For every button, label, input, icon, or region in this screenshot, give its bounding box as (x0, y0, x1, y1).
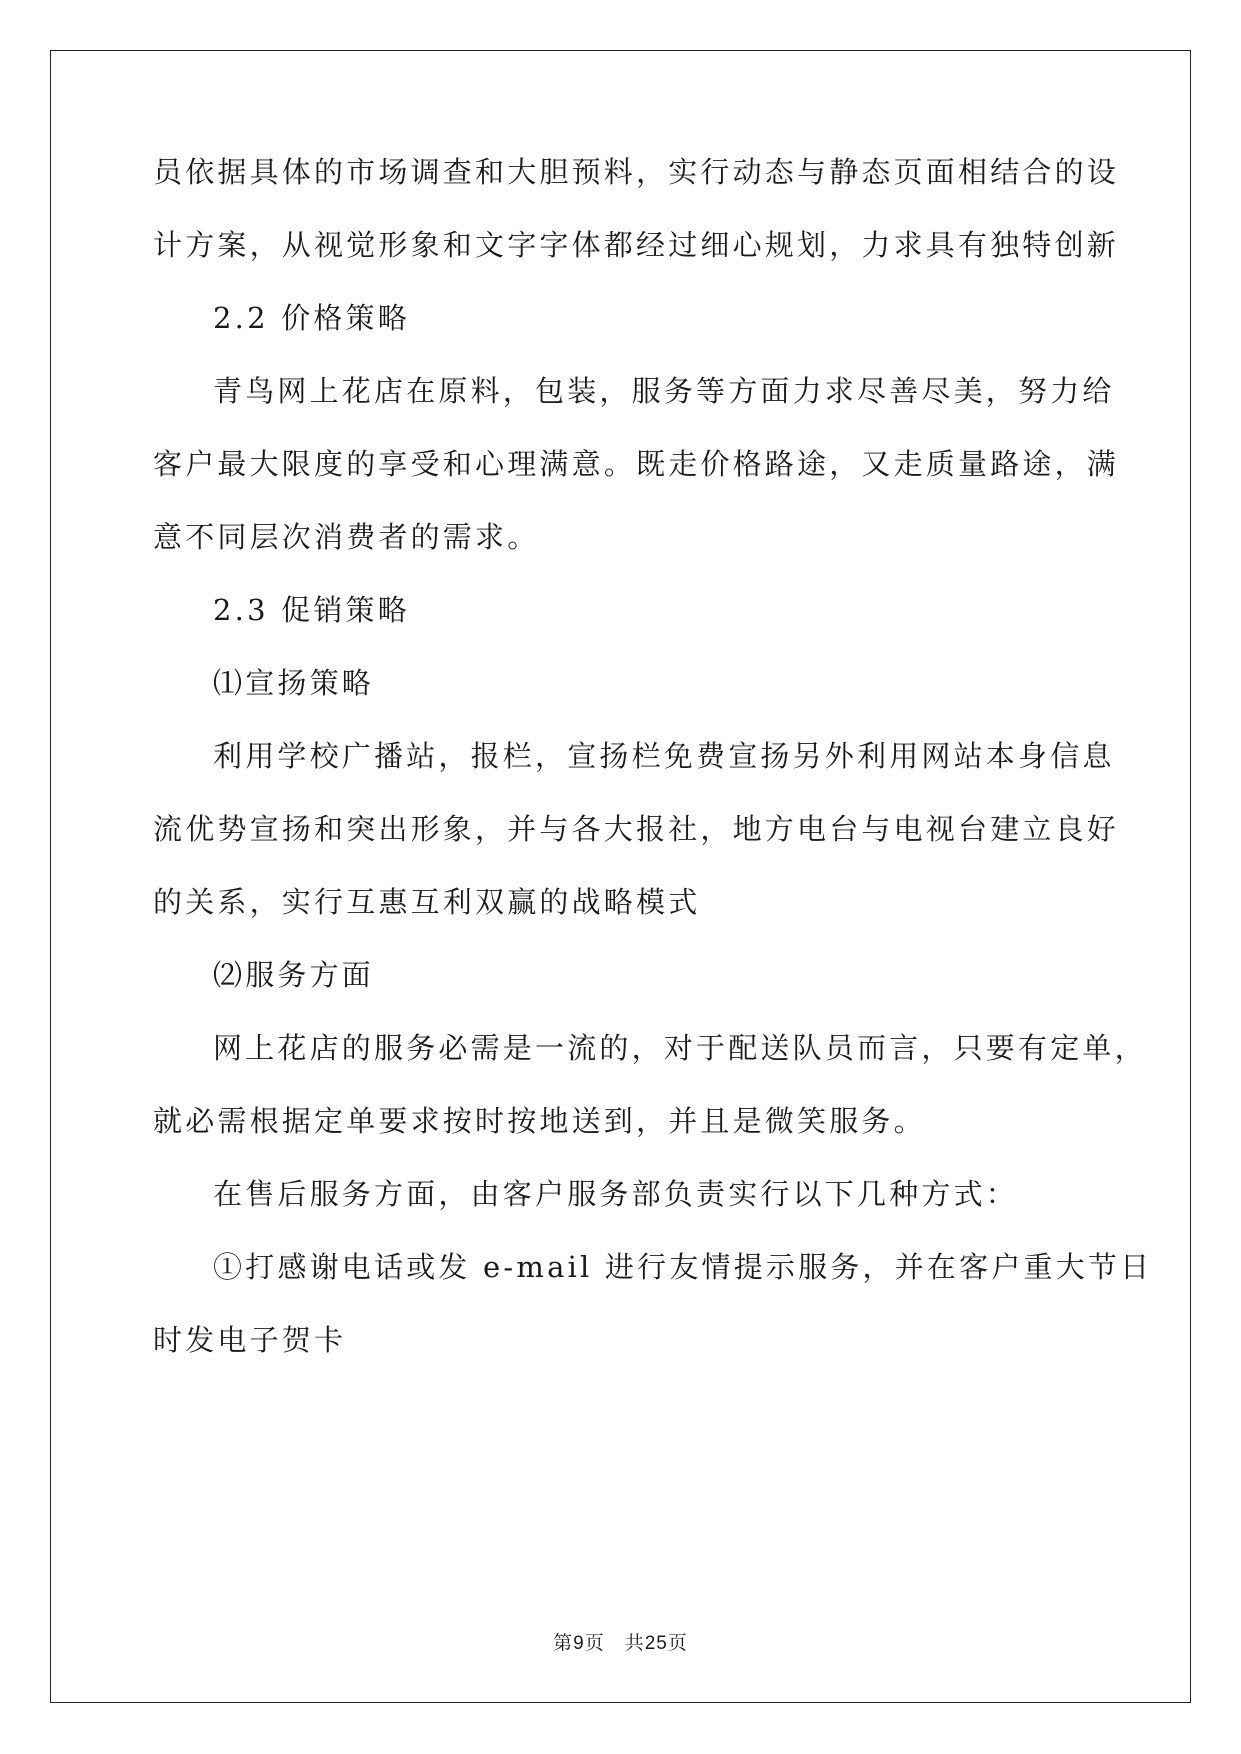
subsection-heading: ⑵服务方面 (213, 958, 375, 992)
text-line: 员依据具体的市场调查和大胆预料，实行动态与静态页面相结合的设 (153, 155, 1120, 189)
text-line: 时发电子贺卡 (153, 1323, 347, 1357)
text-line: 计方案，从视觉形象和文字字体都经过细心规划，力求具有独特创新 (153, 228, 1120, 262)
subsection-heading: ⑴宣扬策略 (213, 666, 375, 700)
text-line: 流优势宣扬和突出形象，并与各大报社，地方电台与电视台建立良好 (153, 812, 1120, 846)
text-line: 意不同层次消费者的需求。 (153, 520, 540, 554)
text-line: 利用学校广播站，报栏，宣扬栏免费宣扬另外利用网站本身信息 (213, 739, 1115, 773)
footer-prefix: 第 (553, 1632, 574, 1654)
text-line: ①打感谢电话或发 e-mail 进行友情提示服务，并在客户重大节日 (213, 1250, 1153, 1284)
text-line: 客户最大限度的享受和心理满意。既走价格路途，又走质量路途，满 (153, 447, 1120, 481)
page-footer (0, 1628, 1241, 1655)
footer-suffix: 页 (667, 1632, 688, 1654)
section-heading: 2.2 价格策略 (213, 301, 410, 335)
total-pages: 25 (644, 1633, 668, 1654)
text-line: 就必需根据定单要求按时按地送到，并且是微笑服务。 (153, 1104, 926, 1138)
page-number: 9 (573, 1633, 585, 1654)
text-line: 网上花店的服务必需是一流的，对于配送队员而言，只要有定单， (213, 1031, 1147, 1065)
section-heading: 2.3 促销策略 (213, 593, 410, 627)
footer-middle: 页 共 (584, 1632, 645, 1654)
text-line: 的关系，实行互惠互利双赢的战略模式 (153, 885, 701, 919)
text-line: 青鸟网上花店在原料，包装，服务等方面力求尽善尽美，努力给 (213, 374, 1115, 408)
text-line: 在售后服务方面，由客户服务部负责实行以下几种方式： (213, 1177, 1019, 1211)
